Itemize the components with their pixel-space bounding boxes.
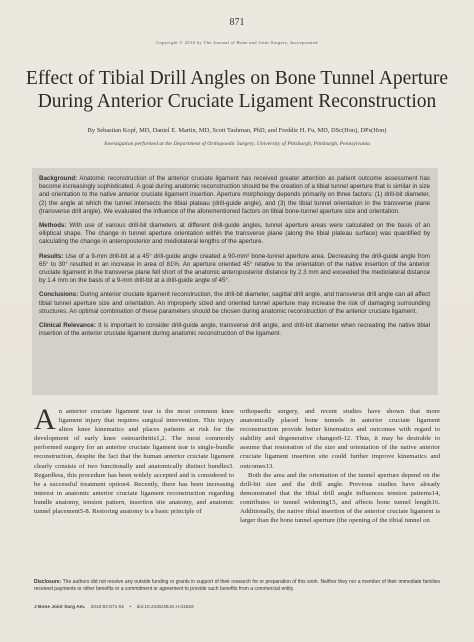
abstract-label: Clinical Relevance: [39,322,96,330]
abstract-clinical-relevance [39,322,430,338]
page-number: 871 [229,17,245,28]
abstract-conclusions [39,291,430,316]
journal-abbrev: J Bone Joint Surg Am. [34,605,86,610]
abstract-text: Use of a 9-mm drill-bit at a 45° drill-guide angle created a 90-mm² bone-tunnel aperture area. Decreasing the drill-guide angle from 65° to 30° resulted in an increase in area of 81%. An aperture oriented 45° relative to the orientation of the native insertion of the anterior cruciate ligament in the transverse plane fell short of the anatomic anteroposterior distance by 2.3 mm and exceeded the mediolateral distance by 1.4 mm on the basis of a 9-mm drill-bit at a drill-guide angle of 45°. [39,252,430,285]
doi-link[interactable]: doi:10.2106/JBJS.H.01583 [136,605,194,610]
abstract-text: Anatomic reconstruction of the anterior cruciate ligament has received greater attention as patient outcome assessment has become increasingly sophisticated. A goal during anatomic reconstruction should be the creation of a tibial tunnel aperture that is similar in size and orientation to the native anterior cruciate ligament insertion. Aperture morphology depends primarily on three factors: (1) drill-bit diameter, (2) the angle at which the tunnel intersects the tibial plateau (drill-guide angle), and (3) the tibial tunnel orientation in the transverse plane (transverse drill angle). We evaluated the influence of the aforementioned factors on tibial bone-tunnel aperture size and orientation. [39,175,430,215]
body-column-left [34,403,234,516]
separator: • [129,605,132,610]
abstract-background [39,175,430,216]
article-title [20,67,454,113]
body-paragraph: n anterior cruciate ligament tear is the most common knee ligament injury that requires surgical intervention. This injury alters knee kinematics and places patients at risk for the development of early knee osteoarthritis1,2. The most commonly performed surgery for an anterior cruciate ligament tear is single-bundle reconstruction, despite the fact that the human anterior cruciate ligament clearly consists of two functionally and anatomically distinct bundles3. Regardless, this procedure has been widely accepted and is considered to be a successful treatment option4. Recently, there has been increasing interest in anatomic anterior cruciate ligament reconstruction regarding bundle anatomy, tension pattern, insertion site anatomy, and anatomic tunnel placement5-8. Restoring anatomy is a basic principle of [34,408,234,516]
abstract-methods [39,222,430,247]
institution-note: Investigation performed at the Department of Orthopaedic Surgery, University of Pittsburgh, Pittsburgh, Pennsylvania [104,141,370,147]
title-line-1: Effect of Tibial Drill Angles on Bone Tunnel Aperture [25,68,449,89]
abstract-box [32,168,438,395]
disclosure-text: The authors did not receive any outside funding or grants in support of their research for or preparation of this work. Neither they nor a member of their immediate families received payments or other benefits or a commitment or agreement to provide such benefits from a commercial entity. [34,579,440,592]
copyright-line: Copyright © 2010 by The Journal of Bone and Joint Surgery, Incorporated [156,40,318,45]
abstract-text: It is important to consider drill-guide angle, transverse drill angle, and drill-bit diameter when recreating the native tibial insertion of the anterior cruciate ligament during anatomic reconstruction of the ligament. [39,322,430,338]
citation-volume: 2010;92:871-81 [90,605,125,610]
disclosure-note [34,579,440,592]
body-column-right [240,407,440,525]
abstract-text: With use of various drill-bit diameters at different drill-guide angles, tunnel aperture areas were calculated on the basis of an elliptical shape. The change in tunnel aperture orientation within the transverse plane (along the tibial plateau surface) was quantified by calculating the change in anteroposterior and mediolateral lengths of the aperture. [39,222,430,246]
abstract-label: Background: [39,175,78,182]
author-list: By Sebastian Kopf, MD, Daniel E. Martin, MD, Scott Tashman, PhD, and Freddie H. Fu, MD, DSc(Hon), DPs(Hon) [87,127,387,134]
disclosure-label: Disclosure: [34,579,62,585]
abstract-text: During anterior cruciate ligament reconstruction, the drill-bit diameter, sagittal drill angle, and transverse drill angle can all affect tibial tunnel aperture size and orientation. An improperly sized and oriented tunnel aperture may increase the risk of damaging surrounding structures. An optimal combination of these parameters should be chosen during anatomic reconstruction of the anterior cruciate ligament. [39,291,430,315]
abstract-label: Conclusions: [39,291,79,299]
body-paragraph: Both the area and the orientation of the tunnel aperture depend on the drill-bit size and the drill angle. Previous studies have already demonstrated that the tibial drill angle influences tension patterns14, contributes to tunnel widening15, and affects bone tunnel length16. Additionally, the native tibial insertion of the anterior cruciate ligament is larger than the bone tunnel aperture (the opening of the tibial tunnel on [240,471,440,525]
citation-footer [34,605,440,610]
drop-cap: A [34,403,56,436]
abstract-results [39,253,430,286]
abstract-label: Methods: [39,222,67,230]
abstract-label: Results: [39,252,64,260]
body-paragraph: orthopaedic surgery, and recent studies have shown that more anatomically placed bone tunnels in anterior cruciate ligament reconstruction provide better kinematics and outcomes with regard to stability and degenerative changes9-12. Thus, it may be desirable to assume that restoration of the size and orientation of the native anterior cruciate ligament insertion site could further improve kinematics and outcomes13. [240,408,440,470]
title-line-2: During Anterior Cruciate Ligament Reconstruction [37,91,437,112]
